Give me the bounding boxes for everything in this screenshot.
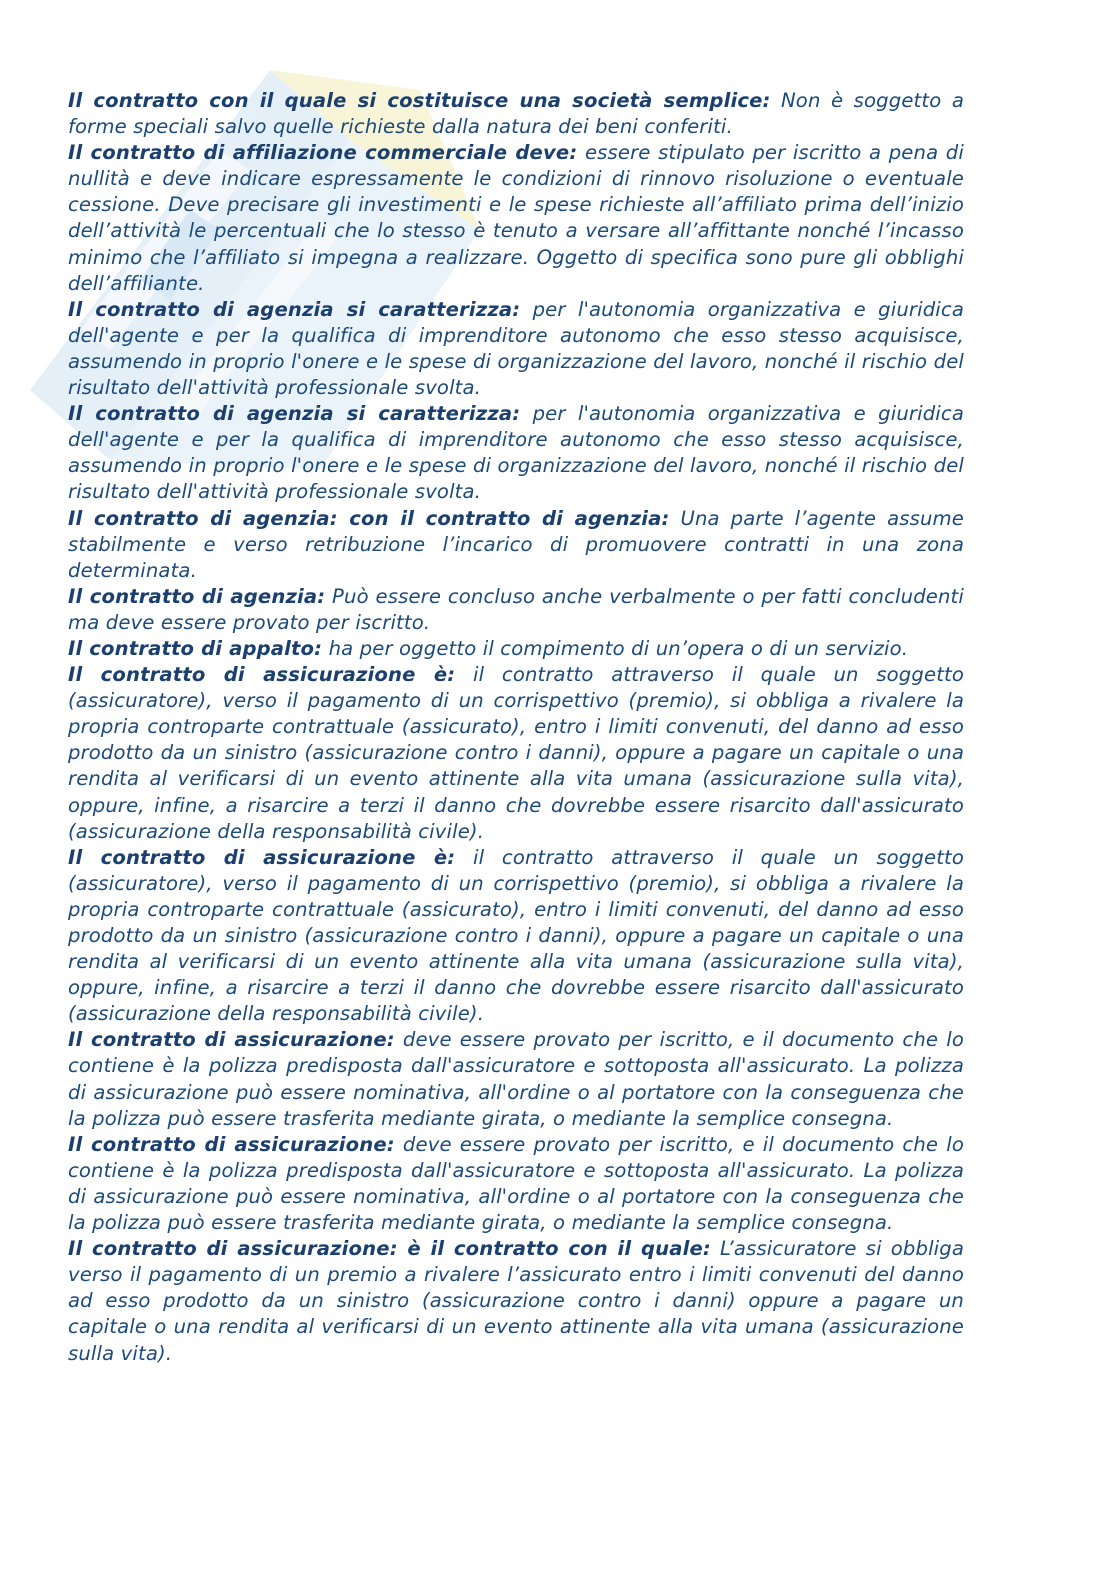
entry-text: il contratto attraverso il quale un soggetto (assicuratore), verso il pagamento di un corrispettivo (premio), si obbliga a rivalere la propria controparte contrattuale (assicurato), entro i limiti convenuti, del danno ad esso prodotto da un sinistro (assicurazione contro i danni), oppure a pagare un capitale o una rendita al verificarsi di un evento attinente alla vita umana (assicurazione sulla vita), oppure, infine, a risarcire a terzi il danno che dovrebbe essere risarcito dall'assicurato (assicurazione della responsabilità civile). [68,663,964,843]
definition-entry [68,1027,964,1131]
entry-term: Il contratto di agenzia: [68,584,326,608]
entry-text: deve essere provato per iscritto, e il documento che lo contiene è la polizza predisposta dall'assicuratore e sottoposta all'assicurato. La polizza di assicurazione può essere nominativa, all'ordine o al portatore con la conseguenza che la polizza può essere trasferita mediante girata, o mediante la semplice consegna. [68,1132,964,1235]
definition-entry [68,506,964,584]
entry-term: Il contratto di agenzia si caratterizza: [68,402,521,426]
definition-entry [68,662,964,845]
entry-term: Il contratto di assicurazione: [68,1028,395,1052]
entry-term: Il contratto di assicurazione è: [68,845,456,869]
entry-text: Può essere concluso anche verbalmente o per fatti concludenti ma deve essere provato per iscritto. [68,584,964,634]
entry-term: Il contratto di appalto: [68,636,323,660]
entry-text: essere stipulato per iscritto a pena di nullità e deve indicare espressamente le condizioni di rinnovo risoluzione o eventuale cessione. Deve precisare gli investimenti e le spese richieste all’affiliato prima dell’inizio dell’attività le percentuali che lo stesso è tenuto a versare all’affittante nonché l’incasso minimo che l’affiliato si impegna a realizzare. Oggetto di specifica sono pure gli obblighi dell’affiliante. [68,141,964,295]
entry-text: ha per oggetto il compimento di un’opera o di un servizio. [328,636,909,660]
definition-entry [68,401,964,505]
definition-entry [68,584,964,636]
entry-text: Una parte l’agente assume stabilmente e verso retribuzione l’incarico di promuovere contratti in una zona determinata. [68,506,964,582]
entry-text: per l'autonomia organizzativa e giuridica dell'agente e per la qualifica di imprenditore autonomo che esso stesso acquisisce, assumendo in proprio l'onere e le spese di organizzazione del lavoro, nonché il rischio del risultato dell'attività professionale svolta. [68,402,964,504]
definition-entry [68,636,964,662]
entry-text: L’assicuratore si obbliga verso il pagamento di un premio a rivalere l’assicurato entro i limiti convenuti del danno ad esso prodotto da un sinistro (assicurazione contro i danni) oppure a pagare un capitale o una rendita al verificarsi di un evento attinente alla vita umana (assicurazione sulla vita). [68,1237,964,1365]
definition-entry [68,845,964,1028]
entry-term: Il contratto di assicurazione: è il contratto con il quale: [68,1237,711,1261]
document-body [68,88,964,1367]
entry-text: deve essere provato per iscritto, e il documento che lo contiene è la polizza predisposta dall'assicuratore e sottoposta all'assicurato. La polizza di assicurazione può essere nominativa, all'ordine o al portatore con la conseguenza che la polizza può essere trasferita mediante girata, o mediante la semplice consegna. [68,1028,964,1130]
entry-term: Il contratto di agenzia si caratterizza: [68,297,521,321]
entry-text: il contratto attraverso il quale un soggetto (assicuratore), verso il pagamento di un corrispettivo (premio), si obbliga a rivalere la propria controparte contrattuale (assicurato), entro i limiti convenuti, del danno ad esso prodotto da un sinistro (assicurazione contro i danni), oppure a pagare un capitale o una rendita al verificarsi di un evento attinente alla vita umana (assicurazione sulla vita), oppure, infine, a risarcire a terzi il danno che dovrebbe essere risarcito dall'assicurato (assicurazione della responsabilità civile). [68,845,964,1026]
entry-text: per l'autonomia organizzativa e giuridica dell'agente e per la qualifica di imprenditore autonomo che esso stesso acquisisce, assumendo in proprio l'onere e le spese di organizzazione del lavoro, nonché il rischio del risultato dell'attività professionale svolta. [68,297,964,400]
entry-term: Il contratto con il quale si costituisce una società semplice: [68,89,771,112]
entry-text: Non è soggetto a forme speciali salvo quelle richieste dalla natura dei beni conferiti. [68,89,964,139]
entry-term: Il contratto di assicurazione: [68,1132,395,1156]
entry-term: Il contratto di agenzia: con il contratto di agenzia: [68,506,670,530]
entry-term: Il contratto di assicurazione è: [68,663,456,687]
definition-entry [68,1132,964,1236]
entry-term: Il contratto di affiliazione commerciale deve: [68,141,578,165]
definition-entry [68,140,964,297]
definition-entry [68,297,964,401]
definition-entry [68,1236,964,1366]
definition-entry [68,88,964,140]
